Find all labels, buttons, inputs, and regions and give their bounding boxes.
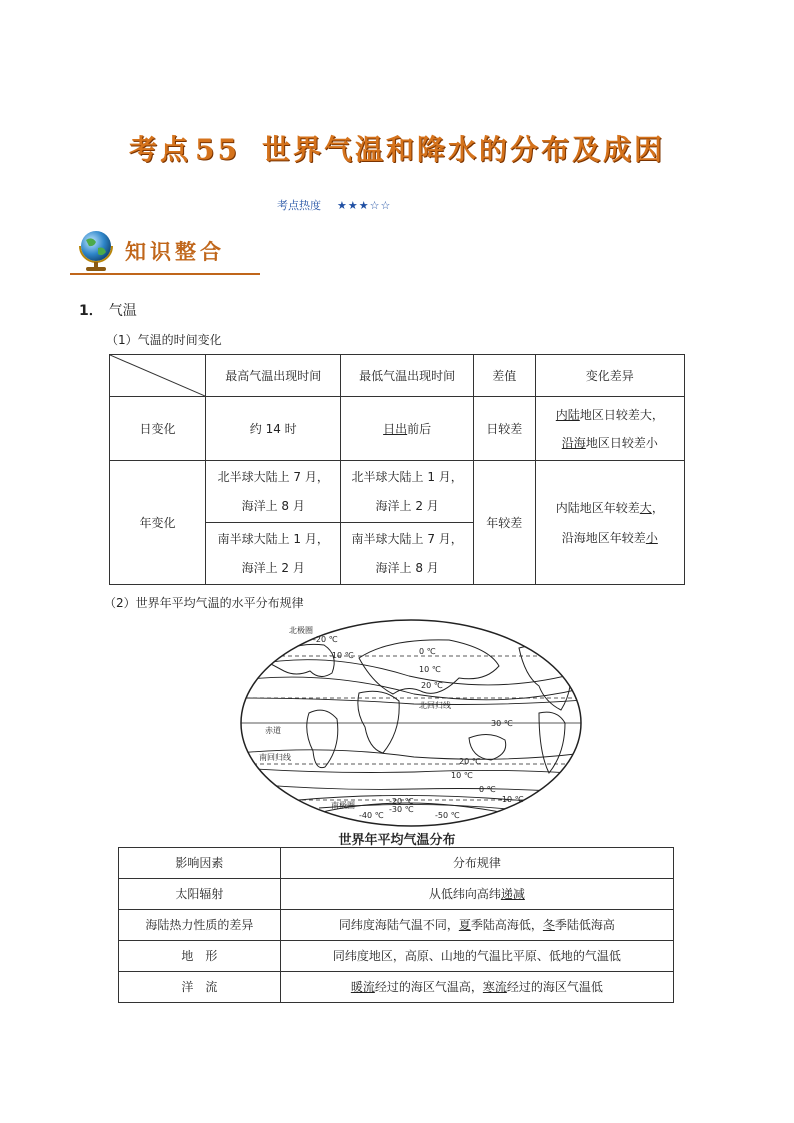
section-title: 知识整合	[125, 239, 225, 264]
annual-south-min-2: 海洋上 8 月	[375, 560, 439, 575]
isotherm-label: -50 ℃	[435, 811, 460, 820]
temperature-factors-table	[118, 847, 674, 1003]
annual-var1-pre: 内陆地区年较差	[555, 500, 640, 515]
header-min-time: 最低气温出现时间	[341, 355, 473, 397]
daily-min-underlined: 日出	[383, 421, 408, 436]
daily-min-rest: 前后	[407, 421, 432, 436]
isotherm-label: -30 ℃	[389, 805, 414, 814]
heat-rating	[277, 197, 391, 213]
isotherm-label: -20 ℃	[313, 635, 338, 644]
annual-south-min-1: 南半球大陆上 7 月，	[351, 531, 463, 546]
heat-label: 考点热度	[277, 199, 321, 212]
rule-underlined: 寒流	[482, 980, 507, 994]
header-max-time: 最高气温出现时间	[206, 355, 341, 397]
rule-cell: 同纬度地区，高原、山地的气温比平原、低地的气温低	[280, 941, 673, 972]
diagonal-line	[110, 355, 205, 396]
annual-var2-u: 小	[645, 530, 658, 545]
isotherm-label: 10 ℃	[419, 665, 441, 674]
heading-number: 1．	[79, 303, 103, 319]
daily-var1-u: 内陆	[555, 407, 580, 422]
daily-min	[341, 397, 473, 461]
rule-cell	[280, 972, 673, 1003]
isotherm-label: 10 ℃	[451, 771, 473, 780]
rule-text: 从低纬向高纬	[428, 887, 501, 901]
annual-variation	[535, 461, 684, 585]
title-text: 世界气温和降水的分布及成因	[261, 133, 665, 166]
isotherm-label: -40 ℃	[359, 811, 384, 820]
rule-text: 经过的海区气温高，	[374, 980, 483, 994]
factor-cell: 洋 流	[119, 972, 281, 1003]
isotherm-label: 30 ℃	[491, 719, 513, 728]
daily-var2-rest: 地区日较差小	[585, 435, 658, 450]
annual-south-max-1: 南半球大陆上 1 月，	[217, 531, 329, 546]
rule-underlined: 夏	[458, 918, 471, 932]
page-title	[0, 128, 794, 168]
heading-temperature	[79, 300, 137, 320]
title-prefix: 考点	[129, 133, 192, 166]
rule-text: 经过的海区气温低	[506, 980, 603, 994]
annual-south-min	[341, 523, 473, 585]
annual-var2-pre: 沿海地区年较差	[561, 530, 646, 545]
isotherm-label: 20 ℃	[421, 681, 443, 690]
annual-north-min	[341, 461, 473, 523]
map-caption: 世界年平均气温分布	[338, 833, 456, 848]
daily-var2-u: 沿海	[561, 435, 586, 450]
annual-var1-post: ，	[651, 500, 664, 515]
isotherm-label: 0 ℃	[479, 785, 496, 794]
rule-cell	[280, 879, 673, 910]
rule-text: 同纬度海陆气温不同，	[338, 918, 459, 932]
annual-south-max-2: 海洋上 2 月	[241, 560, 305, 575]
heat-stars: ★★★☆☆	[337, 199, 392, 212]
heading-text: 气温	[108, 303, 137, 319]
temperature-time-table	[109, 354, 685, 585]
label-tropic: 北回归线	[419, 701, 451, 710]
annual-north-max	[206, 461, 341, 523]
factor-cell: 太阳辐射	[119, 879, 281, 910]
header-variation: 变化差异	[535, 355, 684, 397]
factor-cell: 海陆热力性质的差异	[119, 910, 281, 941]
daily-max: 约 14 时	[206, 397, 341, 461]
annual-var1-u: 大	[639, 500, 652, 515]
subheading-horizontal-distribution: （2）世界年平均气温的水平分布规律	[104, 596, 304, 610]
globe-icon	[74, 226, 122, 274]
rule-underlined: 冬	[542, 918, 555, 932]
header-diff: 差值	[473, 355, 535, 397]
header-rule: 分布规律	[280, 848, 673, 879]
daily-diff: 日较差	[473, 397, 535, 461]
isotherm-label: -10 ℃	[499, 795, 524, 804]
label-equator: 赤道	[265, 726, 281, 735]
annual-north-min-2: 海洋上 2 月	[375, 498, 439, 513]
row-label-daily: 日变化	[110, 397, 206, 461]
daily-variation	[535, 397, 684, 461]
world-temperature-map	[239, 618, 584, 828]
subheading-time-change: （1）气温的时间变化	[106, 333, 222, 347]
label-north-circle: 北极圈	[289, 626, 313, 635]
isotherm-label: -10 ℃	[329, 651, 354, 660]
annual-south-max	[206, 523, 341, 585]
annual-diff: 年较差	[473, 461, 535, 585]
section-divider	[70, 273, 260, 275]
isotherm-label: -20 ℃	[389, 797, 414, 806]
label-south-tropic: 南回归线	[259, 753, 291, 762]
daily-var1-rest: 地区日较差大，	[579, 407, 664, 422]
row-label-annual: 年变化	[110, 461, 206, 585]
rule-text: 季陆低海高	[554, 918, 615, 932]
header-factor: 影响因素	[119, 848, 281, 879]
rule-text: 季陆高海低，	[470, 918, 543, 932]
annual-north-min-1: 北半球大陆上 1 月，	[351, 469, 463, 484]
annual-north-max-1: 北半球大陆上 7 月，	[217, 469, 329, 484]
factor-cell: 地 形	[119, 941, 281, 972]
title-number: 55	[195, 133, 240, 166]
annual-north-max-2: 海洋上 8 月	[241, 498, 305, 513]
isotherm-label: 20 ℃	[459, 757, 481, 766]
rule-cell	[280, 910, 673, 941]
isotherm-label: 0 ℃	[419, 647, 436, 656]
label-south-circle: 南极圈	[331, 801, 355, 810]
table-corner-cell	[110, 355, 206, 397]
rule-underlined: 暖流	[350, 980, 375, 994]
section-header	[70, 224, 260, 278]
rule-underlined: 递减	[500, 887, 525, 901]
